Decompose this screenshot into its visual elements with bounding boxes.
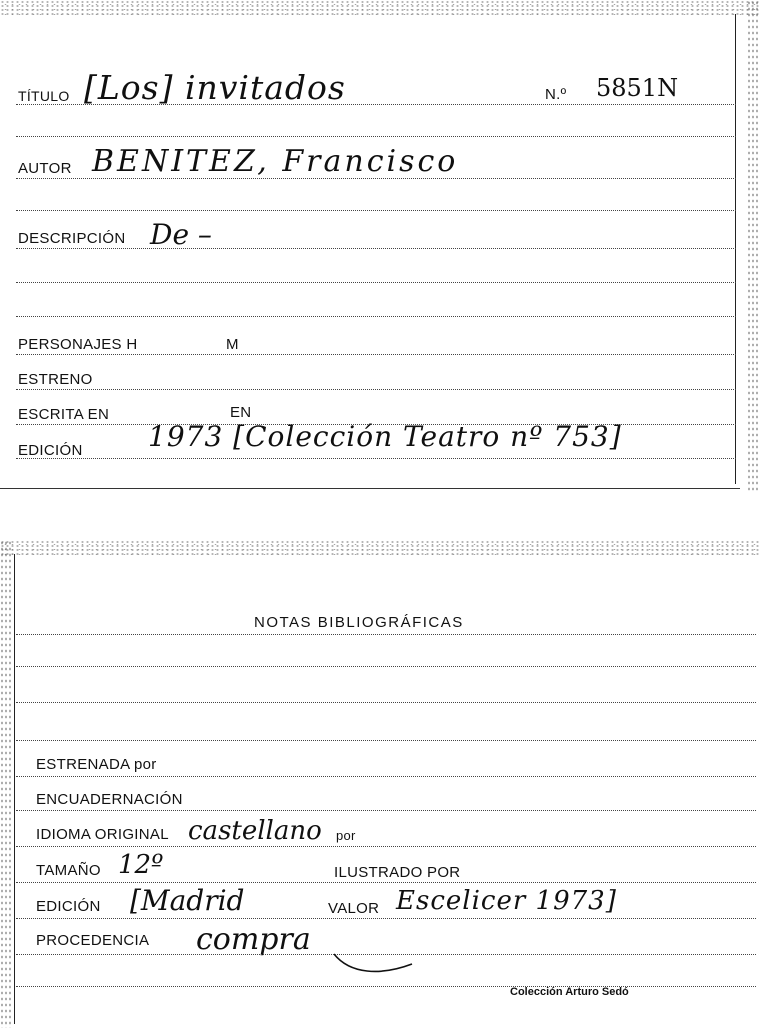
estreno-label: ESTRENO bbox=[18, 371, 93, 388]
coleccion-stamp: Colección Arturo Sedó bbox=[510, 986, 629, 998]
card-left-border bbox=[14, 554, 15, 1024]
card-edge-texture bbox=[0, 540, 759, 556]
ruled-line bbox=[16, 986, 756, 987]
idioma-label: IDIOMA ORIGINAL bbox=[36, 826, 169, 843]
ruled-line bbox=[16, 178, 736, 179]
titulo-label: TÍTULO bbox=[18, 88, 70, 104]
tamano-label: TAMAÑO bbox=[36, 862, 101, 879]
idioma-value: castellano bbox=[188, 816, 322, 846]
ilustrado-label: ILUSTRADO POR bbox=[334, 864, 461, 881]
ruled-line bbox=[16, 882, 756, 883]
personajes-label: PERSONAJES H bbox=[18, 336, 138, 353]
autor-value: BENITEZ, Francisco bbox=[92, 144, 459, 179]
notas-heading: NOTAS BIBLIOGRÁFICAS bbox=[254, 614, 464, 631]
ruled-line bbox=[16, 666, 756, 667]
ruled-line bbox=[16, 810, 756, 811]
card-edge-texture bbox=[0, 0, 759, 16]
ruled-line bbox=[16, 210, 736, 211]
tamano-value: 12º bbox=[118, 850, 164, 880]
ruled-line bbox=[16, 846, 756, 847]
ruled-line bbox=[16, 282, 736, 283]
idioma-por-label: por bbox=[336, 828, 356, 843]
descripcion-label: DESCRIPCIÓN bbox=[18, 230, 126, 247]
ruled-line bbox=[16, 954, 756, 955]
estrenada-label: ESTRENADA por bbox=[36, 756, 157, 773]
ruled-line bbox=[16, 776, 756, 777]
catalog-card-front bbox=[0, 0, 759, 492]
ruled-line bbox=[16, 702, 756, 703]
ruled-line bbox=[16, 316, 736, 317]
valor-value: Escelicer 1973] bbox=[396, 886, 617, 916]
card-edge-texture bbox=[0, 540, 12, 1028]
ruled-line bbox=[16, 634, 756, 635]
edicion-value: 1973 [Colección Teatro nº 753] bbox=[148, 420, 622, 453]
card-edge-texture bbox=[747, 0, 759, 492]
ruled-line bbox=[16, 248, 736, 249]
autor-label: AUTOR bbox=[18, 160, 72, 177]
personajes-m-label: M bbox=[226, 336, 239, 353]
ruled-line bbox=[16, 389, 736, 390]
encuadernacion-label: ENCUADERNACIÓN bbox=[36, 791, 183, 808]
procedencia-label: PROCEDENCIA bbox=[36, 932, 150, 949]
ruled-line bbox=[16, 354, 736, 355]
escrita-label: ESCRITA EN bbox=[18, 406, 110, 423]
escrita-en-label: EN bbox=[230, 404, 252, 421]
handwritten-flourish bbox=[330, 948, 420, 974]
ruled-line bbox=[16, 918, 756, 919]
titulo-value: [Los] invitados bbox=[84, 68, 346, 107]
numero-label: N.º bbox=[545, 86, 567, 103]
ruled-line bbox=[16, 740, 756, 741]
card-bottom-border bbox=[0, 488, 740, 489]
ruled-line bbox=[16, 458, 736, 459]
descripcion-value: De – bbox=[150, 218, 212, 251]
card-right-border bbox=[735, 14, 736, 484]
ruled-line bbox=[16, 136, 736, 137]
procedencia-value: compra bbox=[196, 922, 311, 957]
edicion-label: EDICIÓN bbox=[18, 442, 83, 459]
ruled-line bbox=[16, 104, 736, 105]
edicion-back-value: [Madrid bbox=[130, 884, 245, 917]
numero-value: 5851N bbox=[596, 74, 679, 102]
catalog-card-back bbox=[0, 540, 759, 1028]
edicion-back-label: EDICIÓN bbox=[36, 898, 101, 915]
valor-label: VALOR bbox=[328, 900, 380, 917]
